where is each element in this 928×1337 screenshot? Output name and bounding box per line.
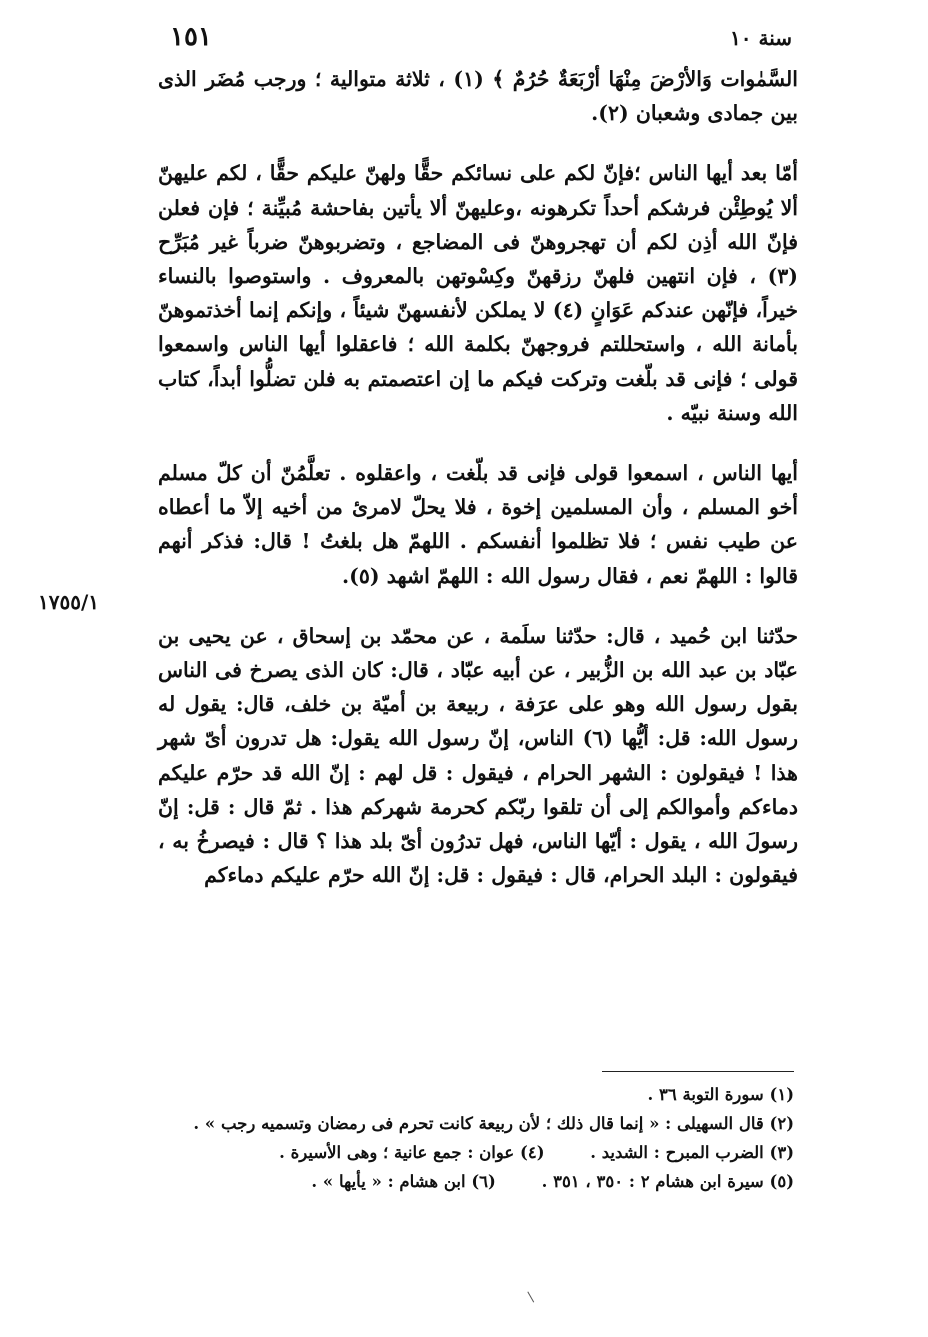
footnote-1: (١) سورة التوبة ٣٦ . xyxy=(647,1085,794,1104)
footnotes xyxy=(150,1080,794,1196)
main-text xyxy=(158,62,798,892)
margin-page-reference: ١٧٥٥/١ xyxy=(38,590,100,614)
footnote-row xyxy=(150,1080,794,1109)
footnote-row xyxy=(150,1109,794,1138)
page-number: ١٥١ xyxy=(170,22,212,52)
paragraph-rights-of-women: أمّا بعد أيها الناس ؛فإنّ لكم على نسائكم حقًّا ولهنّ عليكم حقًّا ، لكم عليهنّ ألا يُوطِئْن فرشكم أحداً تكرهونه ،وعليهنّ ألا يأتين بفاحشة مُبيِّنة ؛ فإن فعلن فإنّ الله أذِن لكم أن تهجروهنّ فى المضاجع ، وتضربوهنّ ضرباً غير مُبَرِّح (٣) ، فإن انتهين فلهنّ رزقهنّ وكِسْوتهن بالمعروف . واستوصوا بالنساء خيراً، فإنّهن عندكم عَوَانٍ (٤) لا يملكن لأنفسهنّ شيئاً ، وإنكم إنما أخذتموهنّ بأمانة الله ، واستحللتم فروجهنّ بكلمة الله ؛ فاعقلوا أيها الناس واسمعوا قولى ؛ فإنى قد بلّغت وتركت فيكم ما إن اعتصمتم به فلن تضلُّوا أبداً، كتاب الله وسنة نبيّه . xyxy=(158,161,798,425)
scan-artifact-mark xyxy=(527,1290,537,1303)
header-year-label: سنة ١٠ xyxy=(730,26,792,50)
footnote-6: (٦) ابن هشام : « يأيها » . xyxy=(311,1172,496,1191)
running-header xyxy=(160,22,792,66)
footnote-divider xyxy=(602,1071,794,1072)
paragraph-brotherhood: أيها الناس ، اسمعوا قولى فإنى قد بلّغت ، واعقلوه . تعلَّمُنّ أن كلّ مسلم أخو المسلم ، وأن المسلمين إخوة ، فلا يحلّ لامرئ من أخيه إلاّ ما أعطاه عن طيب نفس ؛ فلا تظلموا أنفسكم . اللهمّ هل بلغتُ ! قال: فذكر أنهم قالوا : اللهمّ نعم ، فقال رسول الله : اللهمّ اشهد (٥). xyxy=(158,461,798,588)
footnote-row xyxy=(150,1167,794,1196)
footnote-3: (٣) الضرب المبرح : الشديد . xyxy=(590,1143,794,1162)
paragraph-isnad-narration: حدّثنا ابن حُميد ، قال: حدّثنا سلَمة ، عن محمّد بن إسحاق ، عن يحيى بن عبّاد بن عبد الله بن الزُّبير ، عن أبيه عبّاد ، قال: كان الذى يصرخ فى الناس بقول رسول الله وهو على عرَفة ، ربيعة بن أميّة بن خلف، قال: يقول له رسول الله: قل: أيُّها (٦) الناس، إنّ رسول الله يقول: هل تدرون أىّ شهر هذا ! فيقولون : الشهر الحرام ، فيقول : قل لهم : إنّ الله قد حرّم عليكم دماءكم وأموالكم إلى أن تلقوا ربّكم كحرمة شهركم هذا . ثمّ قال : قل: إنّ رسولَ الله ، يقول : أيّها الناس، فهل تدرُون أىّ بلد هذا ؟ قال : فيصرخُ به ، فيقولون : البلد الحرام، قال : فيقول : قل: إنّ الله حرّم عليكم دماءكم xyxy=(158,623,798,888)
footnote-4: (٤) عوان : جمع عانية ؛ وهى الأسيرة . xyxy=(279,1143,545,1162)
footnote-row xyxy=(150,1138,794,1167)
paragraph-verse-continuation: السَّمٰوات وَالأرْضَ مِنْهَا أرْبَعَةٌ حُرُمٌ ﴾ (١) ، ثلاثة متوالية ؛ ورجب مُضَر الذى بين جمادى وشعبان (٢). xyxy=(158,67,799,126)
footnote-5: (٥) سيرة ابن هشام ٢ : ٣٥٠ ، ٣٥١ . xyxy=(541,1172,794,1191)
footnote-2: (٢) قال السهيلى : « إنما قال ذلك ؛ لأن ربيعة كانت تحرم فى رمضان وتسميه رجب » . xyxy=(193,1114,794,1133)
